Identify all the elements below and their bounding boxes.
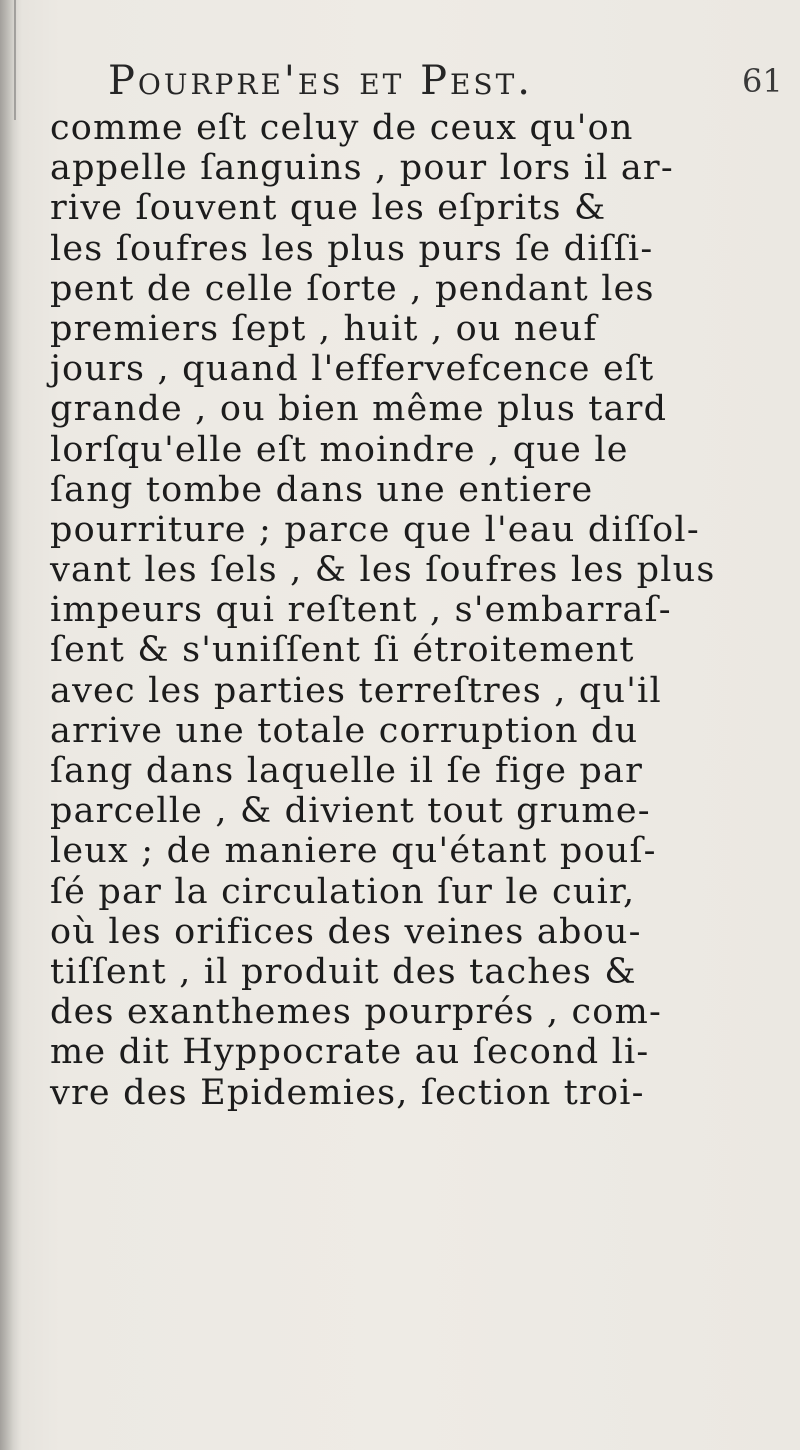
text-line: les ſoufres les plus purs ſe diſſi-: [50, 228, 654, 269]
binding-gutter-shadow: [0, 0, 22, 1450]
text-line: me dit Hyppocrate au ſecond li-: [50, 1032, 650, 1073]
text-line: parcelle , & divient tout grume-: [50, 791, 651, 832]
text-line: où les orifices des veines abou-: [50, 911, 642, 952]
text-line: ſé par la circulation ſur le cuir,: [50, 871, 636, 912]
text-line: vre des Epidemies, ſection troi-: [50, 1072, 645, 1113]
text-line: grande , ou bien même plus tard: [50, 389, 668, 430]
text-line: ſent & s'uniſſent ſi étroitement: [50, 630, 635, 671]
text-line: arrive une totale corruption du: [50, 710, 639, 751]
text-line: ſang dans laquelle il ſe fige par: [50, 751, 644, 791]
text-line: pent de celle ſorte , pendant les: [50, 268, 655, 309]
page-number: 61: [742, 62, 783, 100]
text-line: rive ſouvent que les eſprits &: [50, 188, 607, 229]
running-head: Pourpre'es et Pest.: [108, 58, 533, 104]
text-line: leux ; de maniere qu'étant pouſ-: [50, 831, 657, 872]
text-line: premiers ſept , huit , ou neuf: [50, 308, 598, 349]
text-line: pourriture ; parce que l'eau diſſol-: [50, 509, 700, 550]
text-line: avec les parties terreſtres , qu'il: [50, 670, 662, 711]
binding-edge-mark: [14, 0, 16, 120]
text-line: tiſſent , il produit des taches &: [50, 951, 637, 992]
text-line: appelle ſanguins , pour lors il ar-: [50, 148, 674, 189]
text-line: impeurs qui reſtent , s'embarraſ-: [50, 590, 672, 631]
text-line: comme eſt celuy de ceux qu'on: [50, 108, 634, 148]
text-line: ſang tombe dans une entiere: [50, 469, 594, 510]
text-line: jours , quand l'effervefcence eſt: [50, 349, 655, 390]
body-text: [50, 108, 785, 1113]
text-line: vant les ſels , & les ſoufres les plus: [50, 550, 716, 591]
text-line: des exanthemes pourprés , com-: [50, 992, 662, 1033]
text-line: lorſqu'elle eſt moindre , que le: [50, 429, 629, 470]
